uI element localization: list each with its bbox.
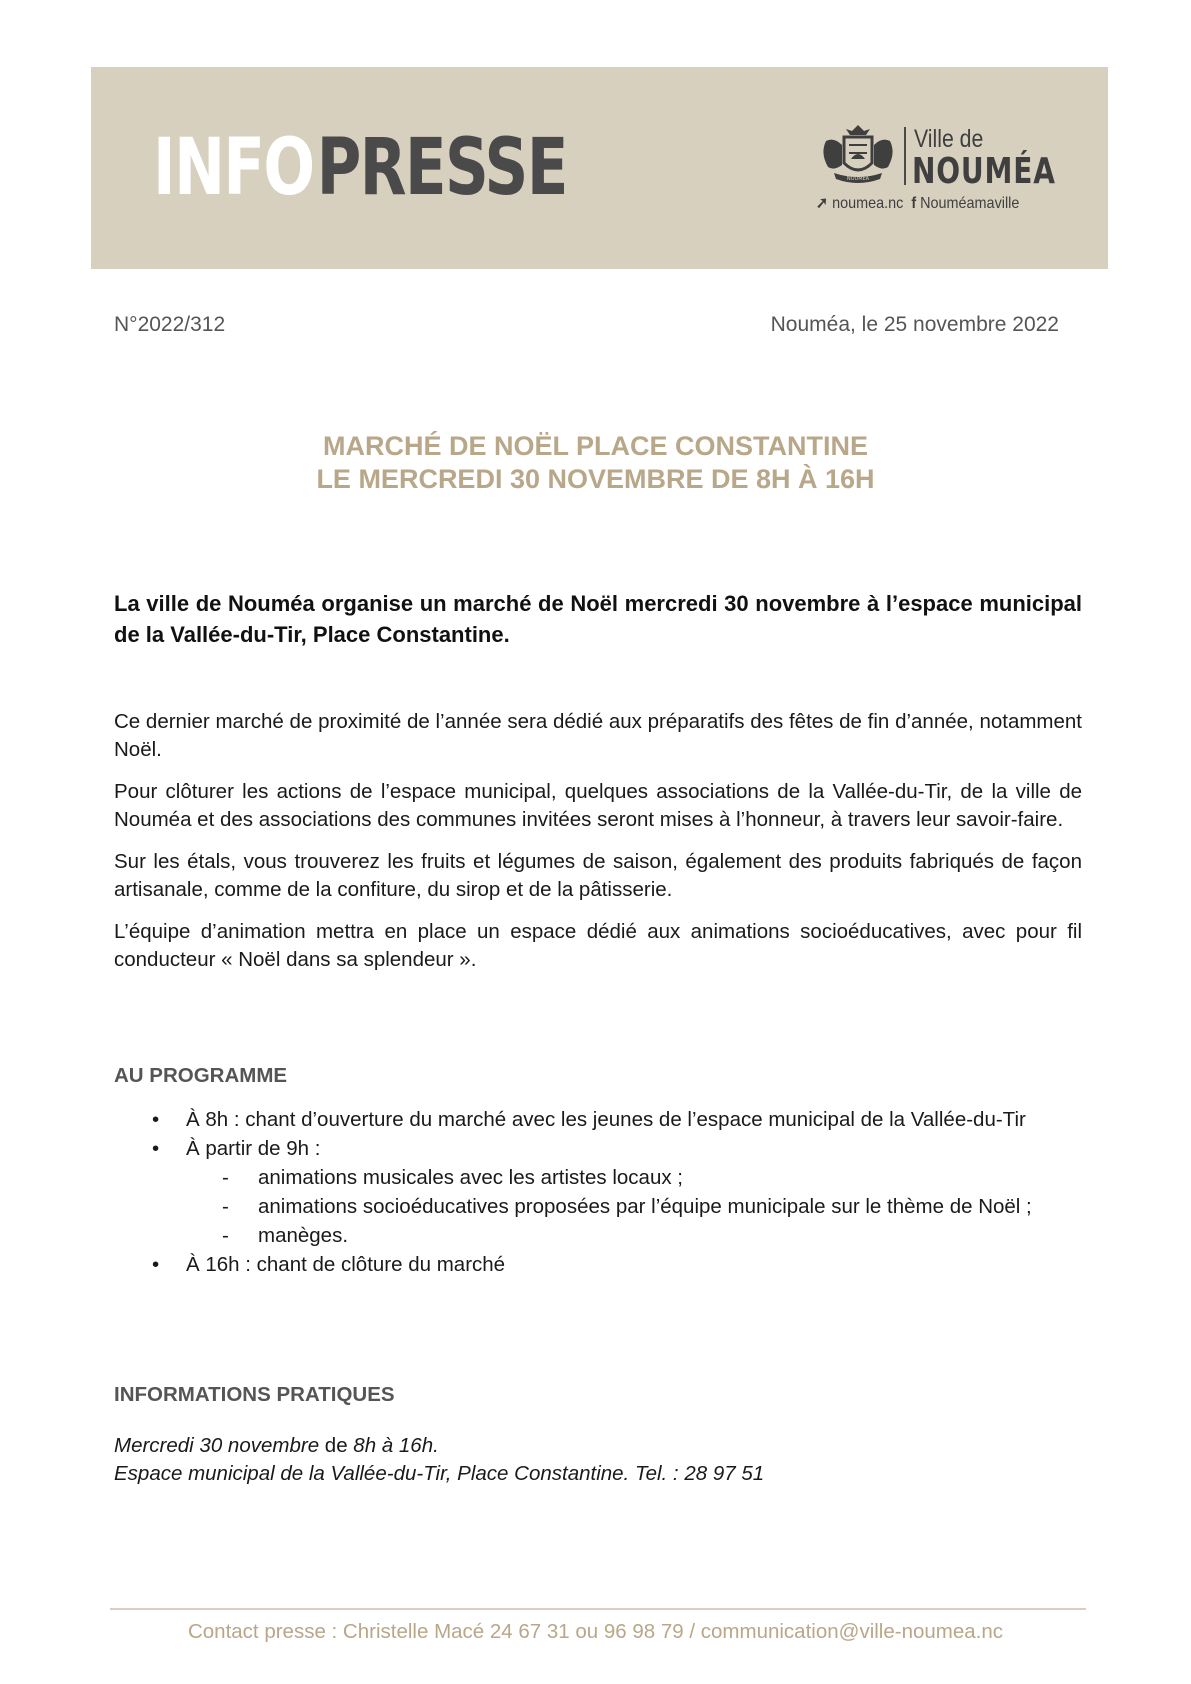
wordmark-info: INFO	[153, 123, 314, 213]
list-item	[114, 1250, 1084, 1279]
infos-line-2: Espace municipal de la Vallée-du-Tir, Place Constantine. Tel. : 28 97 51	[114, 1462, 765, 1485]
body-paragraph: Pour clôturer les actions de l’espace municipal, quelques associations de la Vallée-du-Tir, de la ville de Nouméa et des associations des communes invitées seront mises à l’honneur, à travers leur savoir-faire.	[114, 780, 1082, 831]
bullet-icon: •	[152, 1137, 160, 1160]
list-item-text: À 8h : chant d’ouverture du marché avec les jeunes de l’espace municipal de la Vallée-du-Tir	[186, 1108, 1026, 1131]
ville-de-noumea-logo	[816, 123, 1056, 212]
sub-list-item-text: animations musicales avec les artistes locaux ;	[258, 1166, 683, 1189]
sub-list-item-text: animations socioéducatives proposées par l’équipe municipale sur le thème de Noël ;	[258, 1195, 1032, 1218]
infos-block	[114, 1432, 764, 1488]
press-contact-footer: Contact presse : Christelle Macé 24 67 31 ou 96 98 79 / communication@ville-noumea.nc	[187, 1620, 1004, 1643]
sub-list	[114, 1163, 1084, 1250]
logo-ville-de: Ville de	[914, 125, 984, 153]
press-release-number: N°2022/312	[114, 313, 226, 336]
list-item-text: À partir de 9h :	[186, 1137, 321, 1160]
dash-icon: -	[222, 1224, 229, 1247]
body-text	[114, 708, 1082, 988]
body-paragraph: Ce dernier marché de proximité de l’année sera dédié aux préparatifs des fêtes de fin d’année, notamment Noël.	[114, 710, 1082, 761]
facebook-link[interactable]: Nouméamaville	[920, 195, 1020, 212]
facebook-icon: f	[911, 195, 917, 212]
bullet-icon: •	[152, 1253, 160, 1276]
press-release-date: Nouméa, le 25 novembre 2022	[770, 313, 1059, 336]
footer-divider	[110, 1608, 1086, 1610]
bullet-icon: •	[152, 1108, 160, 1131]
programme-list	[114, 1105, 1084, 1279]
sub-list-item	[114, 1163, 1084, 1192]
sub-list-item	[114, 1192, 1084, 1221]
infos-de: de	[324, 1434, 348, 1457]
document-title	[0, 430, 1191, 496]
title-line-2: LE MERCREDI 30 NOVEMBRE DE 8H À 16H	[316, 464, 875, 494]
programme-heading: AU PROGRAMME	[114, 1064, 288, 1087]
crest-motto: NOUMEA	[846, 176, 870, 182]
info-presse-wordmark	[153, 123, 567, 213]
list-item	[114, 1134, 1084, 1163]
infos-line-1	[114, 1432, 764, 1460]
list-item	[114, 1105, 1084, 1134]
dash-icon: -	[222, 1195, 229, 1218]
title-line-1: MARCHÉ DE NOËL PLACE CONSTANTINE	[322, 431, 869, 461]
crest-icon	[816, 123, 900, 187]
sub-list-item	[114, 1221, 1084, 1250]
infos-day: Mercredi 30 novembre	[114, 1434, 325, 1457]
body-paragraph: Sur les étals, vous trouverez les fruits et légumes de saison, également des produits fabriqués de façon artisanale, comme de la confiture, du sirop et de la pâtisserie.	[114, 850, 1082, 901]
arrow-icon: ➚	[816, 195, 829, 212]
lead-paragraph: La ville de Nouméa organise un marché de Noël mercredi 30 novembre à l’espace municipal de la Vallée-du-Tir, Place Constantine.	[114, 591, 1082, 647]
wordmark-presse: PRESSE	[316, 123, 567, 213]
header-banner	[91, 67, 1108, 269]
logo-social-links	[816, 193, 1019, 213]
infos-hours: 8h à 16h.	[347, 1434, 439, 1457]
logo-noumea: NOUMÉA	[912, 151, 1056, 192]
body-paragraph: L’équipe d’animation mettra en place un espace dédié aux animations socioéducatives, avec pour fil conducteur « Noël dans sa splendeur ».	[114, 920, 1082, 971]
logo-divider	[904, 127, 906, 185]
list-item-text: À 16h : chant de clôture du marché	[186, 1253, 506, 1276]
sub-list-item-text: manèges.	[258, 1224, 349, 1247]
dash-icon: -	[222, 1166, 229, 1189]
infos-heading: INFORMATIONS PRATIQUES	[114, 1383, 395, 1406]
website-link[interactable]: noumea.nc	[832, 195, 904, 212]
